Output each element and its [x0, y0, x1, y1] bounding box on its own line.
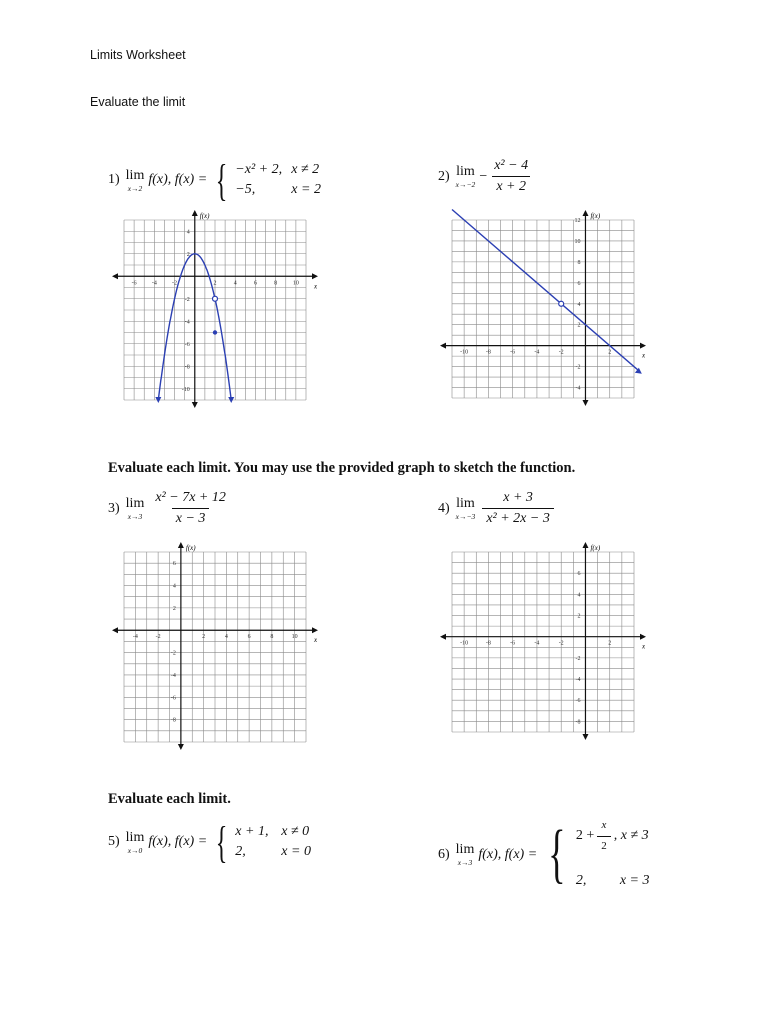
x-tick-label: 4 — [233, 280, 237, 287]
x-axis-label: x — [642, 351, 646, 360]
problem-6 — [438, 818, 650, 891]
limit-operator: lim x→3 — [455, 841, 475, 867]
problem-1 — [108, 155, 321, 205]
x-tick-label: -6 — [510, 349, 516, 356]
y-tick-label: 8 — [577, 259, 581, 266]
y-tick-label: -4 — [170, 672, 176, 679]
y-tick-label: 4 — [186, 229, 190, 236]
x-tick-label: 10 — [292, 280, 299, 287]
open-point — [559, 301, 564, 306]
x-tick-label: -10 — [460, 640, 469, 647]
y-axis-arrow-up — [582, 542, 588, 548]
x-axis-arrow-left — [112, 627, 118, 633]
x-axis-label: x — [314, 636, 318, 645]
piecewise-cases: 2 + $\frac{x}{2}$ , x ≠ 3 2, x = 3 — [575, 819, 650, 888]
y-tick-label: -4 — [184, 319, 190, 326]
limit-operator: lim x→3 — [125, 495, 145, 521]
y-tick-label: 2 — [172, 605, 176, 612]
x-tick-label: -2 — [172, 280, 178, 287]
function-curve — [452, 210, 639, 371]
problem-3 — [108, 490, 233, 527]
x-tick-label: -2 — [558, 640, 564, 647]
x-axis-arrow-right — [312, 273, 318, 279]
x-tick-label: -8 — [485, 640, 491, 647]
x-axis-arrow-right — [312, 627, 318, 633]
x-tick-label: -6 — [510, 640, 516, 647]
y-axis-label: f(x) — [590, 544, 601, 552]
problem-number: 2) — [438, 168, 450, 184]
open-point — [213, 296, 218, 301]
limit-operator: lim x→2 — [125, 167, 145, 193]
x-tick-label: 2 — [213, 280, 217, 287]
y-tick-label: 2 — [577, 322, 581, 329]
y-tick-label: 4 — [577, 301, 581, 308]
x-tick-label: -4 — [534, 349, 540, 356]
y-tick-label: -10 — [181, 386, 190, 393]
y-axis-arrow-up — [192, 210, 198, 216]
graph-problem-4 — [440, 540, 650, 740]
instruction-each-limit-graph: Evaluate each limit. You may use the provided graph to sketch the function. — [108, 460, 576, 476]
y-tick-label: 6 — [577, 571, 581, 578]
y-axis-label: f(x) — [185, 544, 196, 552]
graph-problem-3 — [112, 540, 322, 750]
negative-sign: − — [479, 168, 488, 184]
limit-operator: lim x→0 — [125, 829, 145, 855]
y-axis-arrow-down — [178, 744, 184, 750]
y-axis-label: f(x) — [199, 212, 210, 220]
y-tick-label: -2 — [170, 650, 176, 657]
y-tick-label: -8 — [575, 719, 581, 726]
y-tick-label: 2 — [186, 251, 190, 258]
y-axis-label: f(x) — [590, 212, 601, 220]
x-tick-label: 2 — [608, 640, 612, 647]
y-tick-label: 10 — [574, 238, 581, 245]
x-axis-arrow-left — [112, 273, 118, 279]
limit-operator: lim x→−2 — [455, 163, 476, 189]
y-tick-label: -8 — [170, 717, 176, 724]
x-tick-label: -8 — [485, 349, 491, 356]
closed-point — [213, 330, 217, 334]
fraction: $\frac{x + 3}{\text{x² + 2x − 3}}$ — [482, 490, 554, 527]
y-tick-label: 6 — [172, 561, 176, 568]
piecewise-cases: x + 1, x ≠ 0 2, x = 0 — [235, 824, 311, 860]
y-tick-label: 12 — [574, 218, 581, 224]
problem-number: 4) — [438, 500, 450, 516]
y-tick-label: 4 — [577, 592, 581, 599]
x-axis-label: x — [314, 282, 318, 291]
x-tick-label: 8 — [274, 280, 278, 287]
x-tick-label: 2 — [608, 349, 612, 356]
x-tick-label: -4 — [132, 634, 138, 641]
x-tick-label: 8 — [270, 634, 274, 641]
y-tick-label: -8 — [184, 364, 190, 371]
x-tick-label: 6 — [253, 280, 257, 287]
x-axis-arrow-right — [640, 634, 646, 640]
function-expression: f(x), f(x) = — [478, 846, 538, 862]
y-tick-label: -4 — [575, 385, 581, 392]
x-tick-label: -6 — [131, 280, 137, 287]
fraction: $\frac{\text{x² − 4}}{x + 2}$ — [494, 158, 529, 194]
x-tick-label: -4 — [151, 280, 157, 287]
x-tick-label: 2 — [202, 634, 206, 641]
x-tick-label: -2 — [558, 349, 564, 356]
y-tick-label: -6 — [170, 695, 176, 702]
y-axis-arrow-up — [178, 542, 184, 548]
piecewise-brace: { — [548, 817, 566, 891]
y-tick-label: 6 — [577, 280, 581, 287]
y-axis-arrow-down — [192, 402, 198, 408]
y-axis-arrow-down — [582, 734, 588, 740]
piecewise-brace: { — [215, 155, 228, 205]
y-tick-label: 2 — [577, 613, 581, 620]
x-axis-arrow-left — [440, 343, 446, 349]
y-axis-arrow-down — [582, 400, 588, 406]
x-axis-label: x — [642, 642, 646, 651]
y-axis-arrow-up — [582, 210, 588, 216]
x-tick-label: -2 — [155, 634, 161, 641]
y-tick-label: -4 — [575, 677, 581, 684]
x-tick-label: 4 — [224, 634, 228, 641]
x-tick-label: 6 — [247, 634, 251, 641]
x-axis-arrow-right — [640, 343, 646, 349]
problem-5 — [108, 817, 311, 867]
fraction: $\frac{\text{x² − 7x + 12}}{x - 3}$ — [155, 490, 226, 526]
graph-problem-1 — [112, 208, 322, 408]
x-tick-label: 10 — [291, 634, 298, 641]
y-tick-label: 4 — [172, 583, 176, 590]
y-tick-label: -2 — [184, 296, 190, 303]
x-axis-arrow-left — [440, 634, 446, 640]
instruction-each-limit: Evaluate each limit. — [108, 791, 231, 807]
worksheet-title: Limits Worksheet — [90, 48, 186, 62]
instruction-evaluate-limit: Evaluate the limit — [90, 95, 186, 109]
y-tick-label: -6 — [184, 341, 190, 348]
graph-problem-2 — [440, 208, 650, 406]
problem-number: 1) — [108, 172, 120, 188]
x-tick-label: -10 — [460, 349, 469, 356]
x-tick-label: -4 — [534, 640, 540, 647]
function-expression: f(x), f(x) = — [148, 834, 208, 850]
problem-number: 3) — [108, 500, 120, 516]
problem-4 — [438, 490, 557, 527]
y-tick-label: -6 — [575, 698, 581, 705]
y-tick-label: -2 — [575, 655, 581, 662]
piecewise-brace: { — [215, 817, 228, 867]
problem-2 — [438, 158, 535, 195]
y-tick-label: -2 — [575, 364, 581, 371]
function-expression: f(x), f(x) = — [148, 172, 208, 188]
piecewise-cases: −x² + 2, x ≠ 2 −5, x = 2 — [235, 162, 321, 198]
problem-number: 5) — [108, 834, 120, 850]
limit-operator: lim x→−3 — [455, 495, 476, 521]
problem-number: 6) — [438, 846, 450, 862]
